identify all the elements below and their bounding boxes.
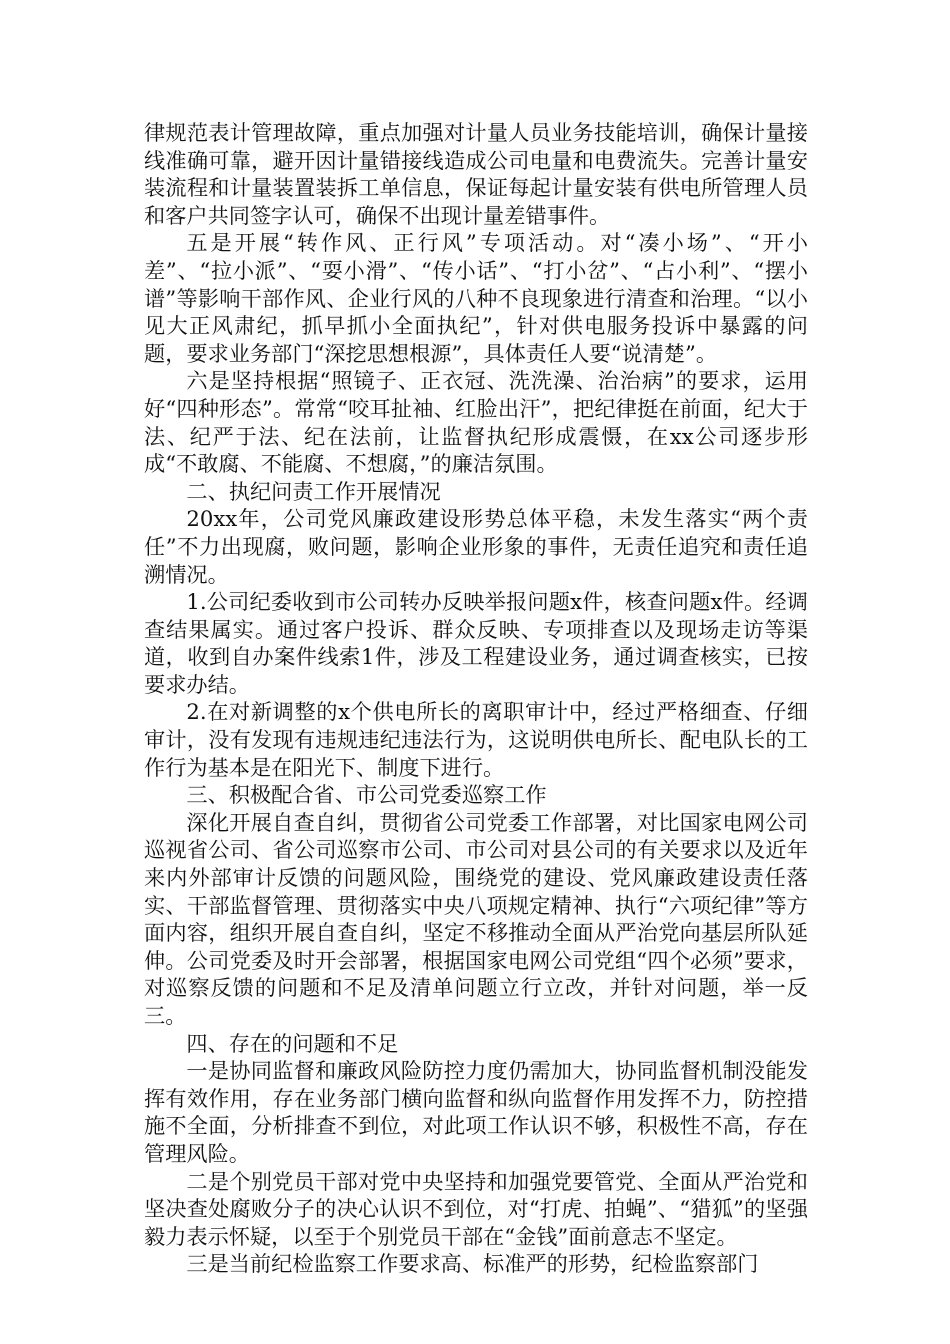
body-paragraph: 五是开展“转作风、正行风”专项活动。对“凑小场”、“开小差”、“拉小派”、“耍小滑”、“传小话”、“打小岔”、“占小利”、“摆小谱”等影响干部作风、企业行风的八种不良现象进行清查和治理。“以小见大正风肃纪，抓早抓小全面执纪”，针对供电服务投诉中暴露的问题，要求业务部门“深挖思想根源”，具体责任人要“说清楚”。 [144, 230, 808, 366]
section-heading: 二、执纪问责工作开展情况 [186, 478, 441, 504]
document-page [144, 119, 808, 1278]
body-paragraph: 二是个别党员干部对党中央坚持和加强党要管党、全面从严治党和坚决查处腐败分子的决心认识不到位，对“打虎、拍蝇”、“猎狐”的坚强毅力表示怀疑，以至于个别党员干部在“金钱”面前意志不坚定。 [144, 1168, 808, 1249]
body-paragraph: 律规范表计管理故障，重点加强对计量人员业务技能培训，确保计量接线准确可靠，避开因计量错接线造成公司电量和电费流失。完善计量安装流程和计量装置装拆工单信息，保证每起计量安装有供电所管理人员和客户共同签字认可，确保不出现计量差错事件。 [144, 120, 808, 228]
section-heading: 四、存在的问题和不足 [186, 1030, 399, 1056]
body-paragraph: 三是当前纪检监察工作要求高、标准严的形势，纪检监察部门 [186, 1251, 759, 1277]
body-paragraph: 六是坚持根据“照镜子、正衣冠、洗洗澡、治治病”的要求，运用好“四种形态”。常常“咬耳扯袖、红脸出汗”，把纪律挺在前面，纪大于法、纪严于法、纪在法前，让监督执纪形成震慑，在xx公司逐步形成“不敢腐、不能腐、不想腐，”的廉洁氛围。 [144, 368, 808, 477]
body-paragraph: 一是协同监督和廉政风险防控力度仍需加大，协同监督机制没能发挥有效作用，存在业务部门横向监督和纵向监督作用发挥不力，防控措施不全面，分析排查不到位，对此项工作认识不够，积极性不高，存在管理风险。 [144, 1058, 808, 1166]
body-paragraph: 1.公司纪委收到市公司转办反映举报问题x件，核查问题x件。经调查结果属实。通过客户投诉、群众反映、专项排查以及现场走访等渠道，收到自办案件线索1件，涉及工程建设业务，通过调查核实，已按要求办结。 [144, 589, 808, 697]
body-paragraph: 20xx年，公司党风廉政建设形势总体平稳，未发生落实“两个责任”不力出现腐，败问题，影响企业形象的事件，无责任追究和责任追溯情况。 [144, 506, 808, 587]
body-paragraph: 2.在对新调整的x个供电所长的离职审计中，经过严格细查、仔细审计，没有发现有违规违纪违法行为，这说明供电所长、配电队长的工作行为基本是在阳光下、制度下进行。 [144, 699, 808, 780]
section-heading: 三、积极配合省、市公司党委巡察工作 [186, 782, 547, 808]
body-paragraph: 深化开展自查自纠，贯彻省公司党委工作部署，对比国家电网公司巡视省公司、省公司巡察市公司、市公司对县公司的有关要求以及近年来内外部审计反馈的问题风险，围绕党的建设、党风廉政建设责任落实、干部监督管理、贯彻落实中央八项规定精神、执行“六项纪律”等方面内容，组织开展自查自纠，坚定不移推动全面从严治党向基层所队延伸。公司党委及时开会部署，根据国家电网公司党组“四个必须”要求，对巡察反馈的问题和不足及清单问题立行立改，并针对问题，举一反三。 [144, 809, 808, 1028]
